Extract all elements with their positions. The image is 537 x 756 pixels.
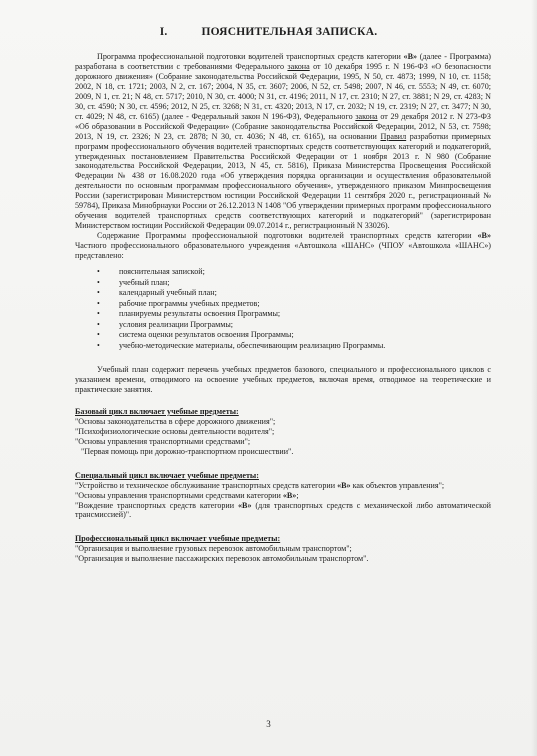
text-run: Программа профессиональной подготовки водителей транспортных средств категории [97,52,404,61]
law-link[interactable]: закона [355,111,378,121]
professional-cycle-title: Профессиональный цикл включает учебные предметы: [75,534,281,544]
special-cycle-title: Специальный цикл включает учебные предметы: [75,470,259,480]
page-number: 3 [266,719,271,729]
text-run: разработки примерных программ профессионального обучения водителей транспортных средств соответствующих категорий и подкатегорий, утвержденных постановлением Правительства Российской Федерации от 1 ноября 2013 г. N 980 (Собрание законодательства Российской Федерации, 2013, N 45, ст. 5816), Приказа Министерства Просвещения Российской Федерации № 438 от 16.08.2020 года «Об утверждения порядка организации и осуществления образовательной деятельности по основным программам профессионального обучения», утвержденного приказом Минпросвещения России (зарегистрирован Министерством юстиции Российской Федерации 11 сентября 2020 г., регистрационный № 59784), Приказа Минобрнауки России от 26.12.2013 N 1408 "Об утверждении примерных программ профессионального обучения водителей транспортных средств соответствующих категорий и подкатегорий" (зарегистрирован Министерством юстиции Российской Федерации 09.07.2014 г., регистрационный N 33026). [75,131,491,231]
intro-paragraph-2 [75,231,491,261]
section-heading [0,26,537,38]
contents-list [75,267,491,351]
category-label: «В» [477,231,491,241]
text-run: Частного профессионального образовательного учреждения «Автошкола «ШАНС» (ЧПОУ «Автошкола «ШАНС») представлено: [75,241,491,261]
text-run: как объектов управления"; [350,480,445,490]
intro-paragraph-1 [75,52,491,231]
text-run: "Вождение транспортных средств категории [75,500,238,510]
special-cycle-item [75,501,491,521]
base-cycle-item: "Первая помощь при дорожно-транспортном происшествии". [81,446,294,456]
law-link[interactable]: закона [287,61,310,71]
text-run: от 10 декабря 1995 г. N 196-ФЗ «О безопасности дорожного движения» (Собрание законодательства Российской Федерации, 1995, N 50, ст. 4873; 1999, N 10, ст. 1158; 2002, N 18, ст. 1721; 2003, N 2, ст. 167; 2004, N 35, ст. 3607; 2006, N 52, ст. 5498; 2007, N 46, ст. 5553; N 49, ст. 6070; 2009, N 1, ст. 21; N 48, ст. 5717; 2010, N 30, ст. 4000; N 31, ст. 4196; 2011, N 17, ст. 2310; N 27, ст. 3881; N 29, ст. 4283; N 30, ст. 4590; N 30, ст. 4596; 2012, N 25, ст. 3268; N 31, ст. 4320; 2013, N 17, ст. 2032; N 19, ст. 2319; N 27, ст. 3477; N 30, ст. 4029; N 48, ст. 6165) (далее - Федеральный закон N 196-ФЗ), Федерального [75,61,491,121]
list-item: • условия реализации Программы; [75,320,491,331]
base-cycle-title: Базовый цикл включает учебные предметы: [75,406,239,416]
curriculum-paragraph: Учебный план содержит перечень учебных предметов базового, специального и профессионального циклов с указанием времени, отводимого на освоение учебных предметов, включая время, отводимое на теоретические и практические занятия. [75,365,491,394]
special-cycle-item [75,481,491,491]
base-cycle-item: "Основы управления транспортными средствами"; [75,436,251,446]
category-label: «В» [282,490,297,500]
text-run: (далее - Программа) разработана в соответствии с требованиями Федерального [75,52,491,71]
text-run: (для транспортных средств с механической либо автоматической трансмиссией)". [75,500,491,520]
list-item: • планируемы результаты освоения Программы; [75,309,491,320]
base-cycle-item: "Основы законодательства в сфере дорожного движения"; [75,416,276,426]
list-item: • рабочие программы учебных предметов; [75,299,491,310]
professional-cycle-item: "Организация и выполнение пассажирских перевозок автомобильным транспортом". [75,554,369,564]
list-item: • учебный план; [75,278,491,289]
page-edge-shadow [531,0,537,756]
document-body [75,52,491,564]
list-item: • учебно-методические материалы, обеспечивающим реализацию Программы. [75,341,491,352]
section-number: I. [159,26,168,38]
text-run: от 29 декабря 2012 г. N 273-ФЗ «Об образовании в Российской Федерации» (Собрание законодательства Российской Федерации, 2012, N 53, ст. 7598; 2013, N 19, ст. 2326; N 23, ст. 2878; N 30, ст. 4036; N 48, ст. 6165), на основании [75,111,491,141]
text-run: "Основы управления транспортными средствами категории [75,490,283,500]
text-run: "Устройство и техническое обслуживание транспортных средств категории [75,480,338,490]
category-label: «В» [337,480,351,490]
list-item: • пояснительная запиской; [75,267,491,278]
rules-link[interactable]: Правил [380,131,407,141]
text-run: ; [296,490,299,500]
category-label: «В» [238,500,252,510]
special-cycle-item [75,491,491,501]
base-cycle-item: "Психофизиологические основы деятельности водителя"; [75,426,275,436]
list-item: • система оценки результатов освоения Программы; [75,330,491,341]
text-run: Содержание Программы профессиональной подготовки водителей транспортных средств категории [97,231,478,241]
section-title: ПОЯСНИТЕЛЬНАЯ ЗАПИСКА. [201,26,378,38]
professional-cycle-item: "Организация и выполнение грузовых перевозок автомобильным транспортом"; [75,544,352,554]
list-item: • календарный учебный план; [75,288,491,299]
category-label: «В» [403,52,418,61]
